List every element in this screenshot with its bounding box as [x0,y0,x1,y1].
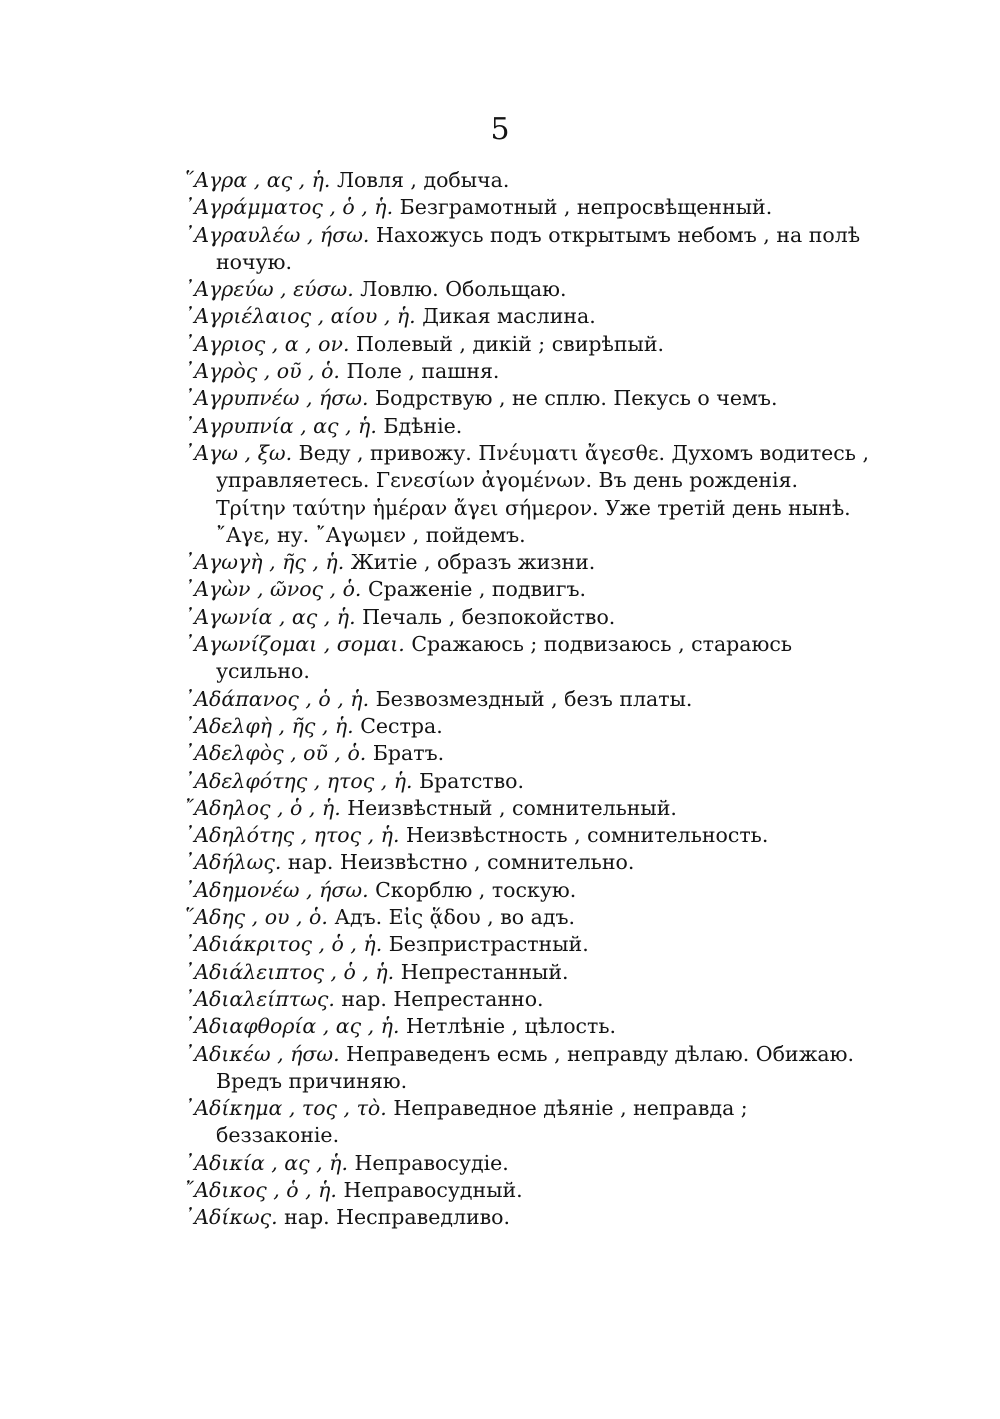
entry-definition: Сестра. [353,713,443,738]
entry-definition: Неправеденъ есмь , неправду дѣлаю. Обижаю. Вредъ причиняю. [216,1041,855,1093]
entry-headword: ᾿Αδημονέω , ήσω. [184,877,369,902]
entry-headword: ᾿Αγρὸς , οῦ , ὁ. [184,359,340,384]
entry-headword: ῞Αγρα , ας , ἡ. [184,168,331,192]
entry-headword: ᾿Αγωνία , ας , ἡ. [184,604,356,629]
entry-headword: ᾿Αγριος , α , ον. [184,331,350,356]
entry-definition: Скорблю , тоскую. [368,877,577,902]
entry-headword: ᾿Αδήλως. [184,850,282,875]
dictionary-entry [184,631,874,686]
entry-headword: ᾿Αγραυλέω , ήσω. [184,222,370,247]
dictionary-entry [184,713,874,740]
dictionary-entry [184,358,874,385]
dictionary-entry [184,385,874,412]
dictionary-entry [184,194,874,221]
entry-headword: ᾿Αδηλότης , ητος , ἡ. [184,823,400,848]
entry-definition: Ловля , добыча. [330,168,510,192]
dictionary-entry [184,1177,874,1204]
dictionary-entry [184,877,874,904]
dictionary-entry [184,1150,874,1177]
entry-definition: Безпристрастный. [382,932,589,957]
entry-definition: Сраженіе , подвигъ. [361,577,587,602]
dictionary-entry [184,303,874,330]
entry-definition: нар. Несправедливо. [277,1205,511,1230]
entry-headword: ῎Αδηλος , ὁ , ἡ. [184,795,341,820]
entry-definition: Бодрствую , не сплю. Пекусь о чемъ. [368,386,778,411]
dictionary-entry [184,849,874,876]
entry-headword: ᾿Αγωνίζομαι , σομαι. [184,632,405,657]
entry-definition: Братство. [412,768,525,793]
entry-definition: Нетлѣніе , цѣлость. [399,1014,617,1039]
entry-definition: Адъ. Εἰς ᾅδου , во адъ. [327,905,576,930]
entry-headword: ᾿Αδιάκριτος , ὁ , ἡ. [184,932,383,957]
entry-headword: ᾿Αδελφὸς , οῦ , ὁ. [184,741,367,766]
dictionary-entry [184,576,874,603]
dictionary-entry [184,167,874,194]
dictionary-entry [184,740,874,767]
entry-headword: ᾿Αγρυπνέω , ήσω. [184,386,369,411]
entry-headword: ῞Αδης , ου , ὁ. [184,905,328,930]
entry-definition: Неправосудіе. [347,1150,509,1175]
dictionary-entry [184,822,874,849]
entry-headword: ῎Αδικος , ὁ , ἡ. [184,1177,337,1202]
entry-definition: Поле , пашня. [339,359,500,384]
entry-definition: Веду , привожу. Πνέυματι ἄγεσθε. Духомъ водитесь , управляетесь. Γενεσίων ἀγομένων. Въ день рожденія. Τρίτην ταύτην ἡμέραν ἄγει σήμερον. Уже третій день нынѣ. ῎Αγε, ну. ῎Αγωμεν , пойдемъ. [216,440,869,547]
entry-headword: ᾿Αδιάλειπτος , ὁ , ἡ. [184,959,395,984]
dictionary-entry [184,686,874,713]
dictionary-entry [184,768,874,795]
dictionary-entry [184,795,874,822]
dictionary-entry [184,1095,874,1150]
dictionary-entry [184,549,874,576]
entry-definition: Ловлю. Обольщаю. [353,277,567,302]
dictionary-entry [184,1013,874,1040]
entry-definition: Печаль , безпокойство. [355,604,616,629]
entry-definition: Неизвѣстный , сомнительный. [340,795,677,820]
entry-headword: ᾿Αγρυπνία , ας , ἡ. [184,413,377,438]
entry-definition: нар. Неизвѣстно , сомнительно. [281,850,635,875]
dictionary-entries [184,167,874,1232]
entry-headword: ᾿Αγὼν , ῶνος , ὁ. [184,577,362,602]
entry-definition: Неправосудный. [336,1177,523,1202]
entry-definition: Безграмотный , непросвѣщенный. [393,195,773,220]
dictionary-entry [184,413,874,440]
dictionary-entry [184,331,874,358]
dictionary-entry [184,440,874,549]
entry-definition: Нахожусь подъ открытымъ небомъ , на полѣ ночую. [216,222,861,274]
page-number: 5 [490,112,510,147]
entry-headword: ᾿Αδελφότης , ητος , ἡ. [184,768,413,793]
dictionary-entry [184,904,874,931]
entry-headword: ᾿Αγριέλαιος , αίου , ἡ. [184,304,416,329]
dictionary-entry [184,222,874,277]
entry-definition: Дикая маслина. [415,304,596,329]
dictionary-entry [184,604,874,631]
entry-headword: ᾿Αδίκως. [184,1205,278,1230]
entry-definition: Непрестанный. [394,959,569,984]
entry-headword: ᾿Αγρεύω , εύσω. [184,277,354,302]
dictionary-entry [184,986,874,1013]
entry-definition: Братъ. [366,741,445,766]
entry-definition: Житіе , образъ жизни. [344,550,596,575]
dictionary-entry [184,1041,874,1096]
dictionary-entry [184,931,874,958]
entry-definition: Безвозмездный , безъ платы. [369,686,693,711]
entry-headword: ᾿Αδίκημα , τος , τὸ. [184,1096,387,1121]
entry-headword: ᾿Αδικέω , ήσω. [184,1041,340,1066]
dictionary-entry [184,1204,874,1231]
entry-definition: Полевый , дикій ; свирѣпый. [349,331,665,356]
dictionary-entry [184,959,874,986]
entry-headword: ᾿Αγράμματος , ὁ , ἡ. [184,195,394,220]
dictionary-entry [184,276,874,303]
entry-headword: ᾿Αγω , ξω. [184,440,293,465]
entry-definition: Неизвѣстность , сомнительность. [399,823,769,848]
entry-headword: ᾿Αδάπανος , ὁ , ἡ. [184,686,370,711]
entry-headword: ᾿Αδιαφθορία , ας , ἡ. [184,1014,400,1039]
entry-headword: ᾿Αδιαλείπτως. [184,986,335,1011]
entry-headword: ᾿Αδικία , ας , ἡ. [184,1150,348,1175]
entry-definition: Сражаюсь ; подвизаюсь , стараюсь усильно. [216,632,793,684]
entry-definition: Неправедное дѣяніе , неправда ; беззаконіе. [216,1096,748,1148]
entry-definition: Бдѣніе. [376,413,463,438]
entry-headword: ᾿Αδελφὴ , ῆς , ἡ. [184,713,354,738]
entry-headword: ᾿Αγωγὴ , ῆς , ἡ. [184,550,345,575]
entry-definition: нар. Непрестанно. [334,986,544,1011]
